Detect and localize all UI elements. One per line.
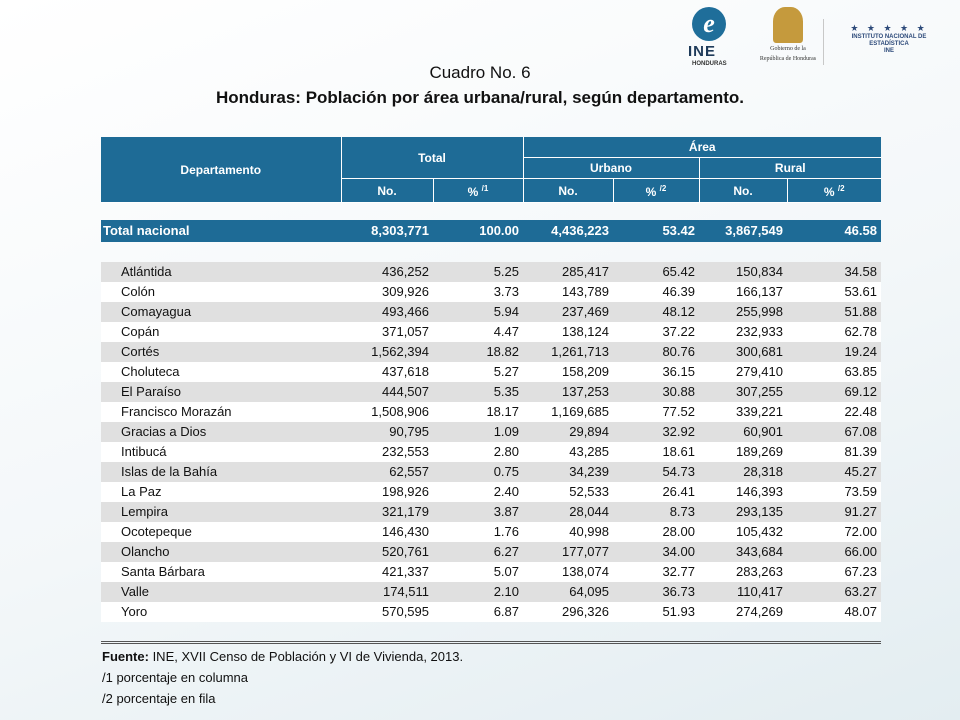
pct-symbol: % <box>467 185 479 199</box>
cell-urbano-no: 28,044 <box>523 502 613 522</box>
cell-rural-no: 150,834 <box>699 262 787 282</box>
department-name: Intibucá <box>101 442 341 462</box>
total-label: Total nacional <box>101 220 341 242</box>
cell-rural-pct: 53.61 <box>787 282 881 302</box>
table-row <box>101 342 881 362</box>
institute-logo <box>830 23 948 55</box>
footnote-marker-2: /2 <box>659 184 667 193</box>
cell-total-pct: 5.35 <box>433 382 523 402</box>
cell-total-pct: 2.40 <box>433 482 523 502</box>
cell-rural-no: 279,410 <box>699 362 787 382</box>
total-row <box>101 220 881 242</box>
header-urbano-no: No. <box>523 179 613 203</box>
cell-rural-no: 166,137 <box>699 282 787 302</box>
cell-total-no: 1,508,906 <box>341 402 433 422</box>
table-row <box>101 542 881 562</box>
cell-rural-no: 110,417 <box>699 582 787 602</box>
table-row <box>101 302 881 322</box>
inst-text-2: ESTADÍSTICA <box>869 41 909 47</box>
table-row <box>101 502 881 522</box>
ine-e-mark: e <box>692 7 726 41</box>
cell-total-pct: 18.17 <box>433 402 523 422</box>
cell-total-pct: 1.09 <box>433 422 523 442</box>
cell-urbano-pct: 37.22 <box>613 322 699 342</box>
department-name: El Paraíso <box>101 382 341 402</box>
inst-text-1: INSTITUTO NACIONAL DE <box>851 34 927 40</box>
ine-logo-country: HONDURAS <box>692 61 727 67</box>
pct-symbol: % <box>645 185 657 199</box>
population-table <box>101 137 881 622</box>
cell-total-no: 232,553 <box>341 442 433 462</box>
cell-rural-pct: 73.59 <box>787 482 881 502</box>
table-row <box>101 602 881 622</box>
cell-urbano-pct: 26.41 <box>613 482 699 502</box>
cell-rural-pct: 69.12 <box>787 382 881 402</box>
cell-urbano-pct: 36.15 <box>613 362 699 382</box>
cell-urbano-pct: 48.12 <box>613 302 699 322</box>
header-urbano-pct <box>613 179 699 203</box>
total-urbano-no: 4,436,223 <box>523 220 613 242</box>
total-total-pct: 100.00 <box>433 220 523 242</box>
cell-rural-no: 339,221 <box>699 402 787 422</box>
cell-rural-no: 105,432 <box>699 522 787 542</box>
coat-of-arms-icon <box>773 7 803 43</box>
cell-rural-pct: 45.27 <box>787 462 881 482</box>
cell-rural-pct: 22.48 <box>787 402 881 422</box>
cell-total-no: 493,466 <box>341 302 433 322</box>
footnote-1: /1 porcentaje en columna <box>102 670 248 685</box>
cell-total-no: 371,057 <box>341 322 433 342</box>
gob-text-2: República de Honduras <box>759 56 817 62</box>
table-row <box>101 582 881 602</box>
department-name: Olancho <box>101 542 341 562</box>
cell-rural-pct: 67.23 <box>787 562 881 582</box>
cell-total-no: 520,761 <box>341 542 433 562</box>
cell-urbano-no: 138,124 <box>523 322 613 342</box>
source-label: Fuente: <box>102 649 149 664</box>
header-area: Área <box>523 137 881 158</box>
cell-urbano-no: 158,209 <box>523 362 613 382</box>
department-name: Santa Bárbara <box>101 562 341 582</box>
cell-total-no: 436,252 <box>341 262 433 282</box>
cell-rural-no: 274,269 <box>699 602 787 622</box>
cell-urbano-pct: 77.52 <box>613 402 699 422</box>
department-name: Francisco Morazán <box>101 402 341 422</box>
table-row <box>101 322 881 342</box>
department-name: Gracias a Dios <box>101 422 341 442</box>
cell-urbano-no: 137,253 <box>523 382 613 402</box>
cell-total-no: 444,507 <box>341 382 433 402</box>
cell-rural-pct: 62.78 <box>787 322 881 342</box>
table-row <box>101 362 881 382</box>
header-departamento: Departamento <box>101 137 341 203</box>
cell-urbano-no: 237,469 <box>523 302 613 322</box>
department-name: Comayagua <box>101 302 341 322</box>
cell-urbano-pct: 54.73 <box>613 462 699 482</box>
table-row <box>101 382 881 402</box>
cell-urbano-no: 1,169,685 <box>523 402 613 422</box>
title-block <box>0 62 960 112</box>
cell-total-no: 437,618 <box>341 362 433 382</box>
department-name: Lempira <box>101 502 341 522</box>
cell-rural-no: 307,255 <box>699 382 787 402</box>
cell-urbano-no: 43,285 <box>523 442 613 462</box>
cell-rural-pct: 67.08 <box>787 422 881 442</box>
cell-total-pct: 2.80 <box>433 442 523 462</box>
cell-urbano-pct: 80.76 <box>613 342 699 362</box>
inst-text-3: INE <box>883 48 894 54</box>
cell-urbano-pct: 51.93 <box>613 602 699 622</box>
cell-urbano-pct: 30.88 <box>613 382 699 402</box>
cell-total-no: 198,926 <box>341 482 433 502</box>
footnotes <box>102 646 463 709</box>
logo-divider <box>823 19 824 65</box>
header-rural-pct <box>787 179 881 203</box>
cell-urbano-pct: 28.00 <box>613 522 699 542</box>
table-row <box>101 482 881 502</box>
cell-total-no: 146,430 <box>341 522 433 542</box>
table-row <box>101 262 881 282</box>
cell-urbano-no: 1,261,713 <box>523 342 613 362</box>
cell-rural-pct: 34.58 <box>787 262 881 282</box>
cell-urbano-no: 138,074 <box>523 562 613 582</box>
cell-rural-pct: 66.00 <box>787 542 881 562</box>
cell-rural-pct: 91.27 <box>787 502 881 522</box>
table-title: Cuadro No. 6 <box>429 63 531 82</box>
cell-rural-pct: 19.24 <box>787 342 881 362</box>
cell-rural-no: 293,135 <box>699 502 787 522</box>
cell-total-pct: 5.25 <box>433 262 523 282</box>
total-rural-no: 3,867,549 <box>699 220 787 242</box>
table-row <box>101 402 881 422</box>
cell-total-no: 62,557 <box>341 462 433 482</box>
cell-total-pct: 2.10 <box>433 582 523 602</box>
cell-rural-pct: 51.88 <box>787 302 881 322</box>
stars-icon: ★ ★ ★ ★ ★ <box>850 23 928 33</box>
header-total-no: No. <box>341 179 433 203</box>
table-row <box>101 422 881 442</box>
cell-rural-pct: 63.27 <box>787 582 881 602</box>
department-name: Yoro <box>101 602 341 622</box>
cell-urbano-pct: 32.92 <box>613 422 699 442</box>
cell-urbano-pct: 34.00 <box>613 542 699 562</box>
cell-rural-pct: 63.85 <box>787 362 881 382</box>
department-name: Copán <box>101 322 341 342</box>
cell-total-pct: 3.87 <box>433 502 523 522</box>
cell-total-pct: 5.27 <box>433 362 523 382</box>
cell-urbano-no: 296,326 <box>523 602 613 622</box>
cell-urbano-pct: 32.77 <box>613 562 699 582</box>
footnote-marker-2: /2 <box>837 184 845 193</box>
cell-urbano-pct: 65.42 <box>613 262 699 282</box>
gob-text-1: Gobierno de la <box>770 46 806 52</box>
header-urbano: Urbano <box>523 158 699 179</box>
footer-rule <box>101 641 881 642</box>
cell-rural-pct: 48.07 <box>787 602 881 622</box>
table-row <box>101 282 881 302</box>
table-row <box>101 522 881 542</box>
total-total-no: 8,303,771 <box>341 220 433 242</box>
department-name: Valle <box>101 582 341 602</box>
cell-rural-no: 146,393 <box>699 482 787 502</box>
table-subtitle: Honduras: Población por área urbana/rural, según departamento. <box>215 88 745 107</box>
cell-total-pct: 3.73 <box>433 282 523 302</box>
cell-total-pct: 4.47 <box>433 322 523 342</box>
cell-urbano-no: 29,894 <box>523 422 613 442</box>
cell-total-pct: 5.07 <box>433 562 523 582</box>
cell-rural-no: 60,901 <box>699 422 787 442</box>
cell-total-no: 421,337 <box>341 562 433 582</box>
cell-total-no: 309,926 <box>341 282 433 302</box>
department-name: Islas de la Bahía <box>101 462 341 482</box>
footer-rule <box>101 643 881 644</box>
cell-total-no: 570,595 <box>341 602 433 622</box>
cell-urbano-no: 285,417 <box>523 262 613 282</box>
pct-symbol: % <box>823 185 835 199</box>
cell-total-no: 90,795 <box>341 422 433 442</box>
header-rural: Rural <box>699 158 881 179</box>
total-urbano-pct: 53.42 <box>613 220 699 242</box>
footnote-marker-1: /1 <box>481 184 489 193</box>
cell-rural-no: 232,933 <box>699 322 787 342</box>
department-name: Colón <box>101 282 341 302</box>
cell-total-pct: 18.82 <box>433 342 523 362</box>
department-name: Ocotepeque <box>101 522 341 542</box>
cell-total-pct: 6.87 <box>433 602 523 622</box>
table-row <box>101 462 881 482</box>
cell-urbano-pct: 18.61 <box>613 442 699 462</box>
cell-rural-no: 28,318 <box>699 462 787 482</box>
cell-urbano-pct: 8.73 <box>613 502 699 522</box>
department-name: Choluteca <box>101 362 341 382</box>
footnote-2: /2 porcentaje en fila <box>102 691 216 706</box>
cell-total-no: 174,511 <box>341 582 433 602</box>
source-text: INE, XVII Censo de Población y VI de Vivienda, 2013. <box>148 649 464 664</box>
cell-urbano-no: 34,239 <box>523 462 613 482</box>
cell-rural-pct: 81.39 <box>787 442 881 462</box>
cell-rural-no: 283,263 <box>699 562 787 582</box>
cell-urbano-no: 143,789 <box>523 282 613 302</box>
cell-urbano-no: 64,095 <box>523 582 613 602</box>
table-row <box>101 442 881 462</box>
header-total: Total <box>341 137 523 179</box>
cell-rural-no: 300,681 <box>699 342 787 362</box>
cell-rural-pct: 72.00 <box>787 522 881 542</box>
cell-total-pct: 0.75 <box>433 462 523 482</box>
ine-logo-text: INE <box>688 43 717 60</box>
header-rural-no: No. <box>699 179 787 203</box>
cell-total-no: 321,179 <box>341 502 433 522</box>
cell-total-pct: 5.94 <box>433 302 523 322</box>
cell-total-pct: 6.27 <box>433 542 523 562</box>
cell-urbano-pct: 36.73 <box>613 582 699 602</box>
header-total-pct <box>433 179 523 203</box>
source-note <box>102 646 463 667</box>
cell-rural-no: 189,269 <box>699 442 787 462</box>
table-row <box>101 562 881 582</box>
cell-rural-no: 343,684 <box>699 542 787 562</box>
cell-rural-no: 255,998 <box>699 302 787 322</box>
total-rural-pct: 46.58 <box>787 220 881 242</box>
cell-total-pct: 1.76 <box>433 522 523 542</box>
department-name: Cortés <box>101 342 341 362</box>
cell-urbano-pct: 46.39 <box>613 282 699 302</box>
cell-urbano-no: 177,077 <box>523 542 613 562</box>
department-name: Atlántida <box>101 262 341 282</box>
cell-urbano-no: 40,998 <box>523 522 613 542</box>
cell-urbano-no: 52,533 <box>523 482 613 502</box>
department-name: La Paz <box>101 482 341 502</box>
cell-total-no: 1,562,394 <box>341 342 433 362</box>
